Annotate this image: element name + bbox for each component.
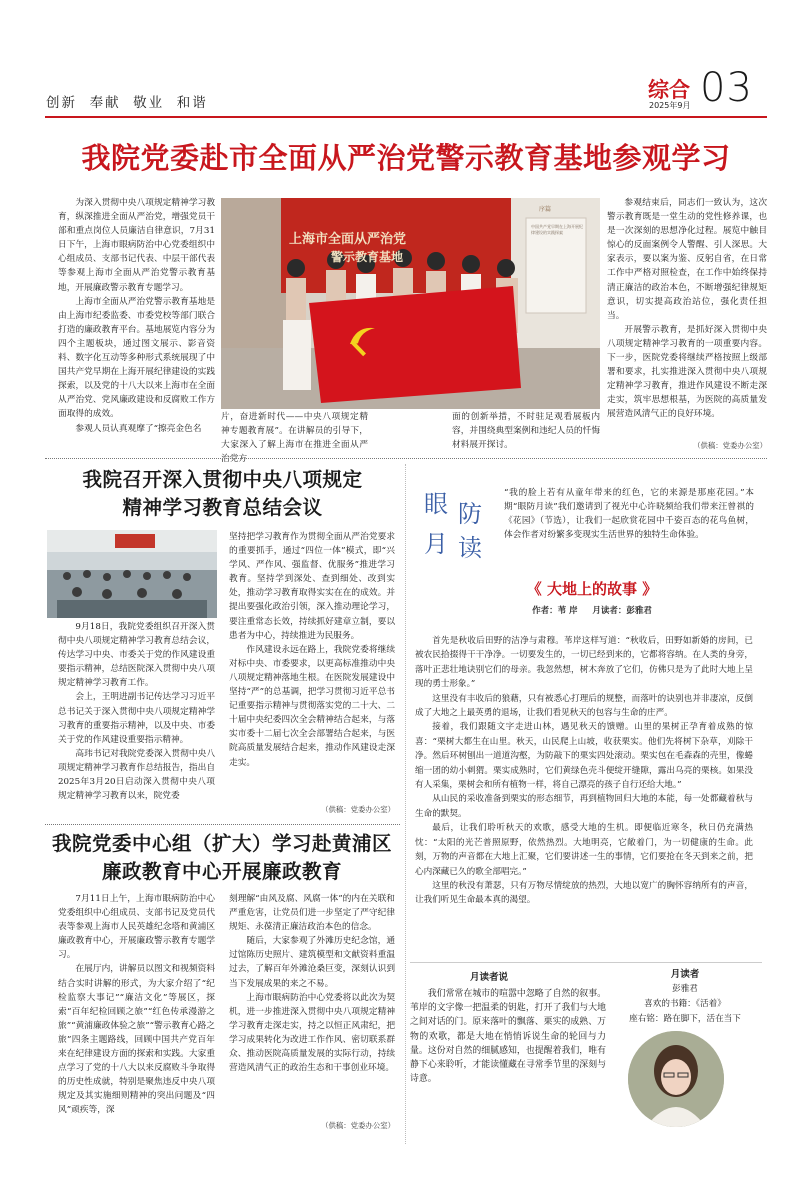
paragraph: 7月11日上午，上海市眼病防治中心党委组织中心组成员、支部书记及党员代表等参观上海市人民英雄纪念塔和黄浦区廉政教育中心，开展廉政警示教育专题学习。 [58,894,215,961]
paragraph: 最后，让我们聆听秋天的欢歌，感受大地的生机。即便临近寒冬，秋日仍充满热忱：“太阳的光芒普照原野，依然热烈。大地明亮，它敞着门，为一切健康的生命。此刻，万物的声音都在大地上汇聚，它们要讲述一生的事情，它们要抢在冬天到来之前，把心内深藏已久的歌全部唱完。” [415,823,753,877]
reader-name: 彭雅君 [672,984,698,994]
section-label: 综合 [648,78,690,102]
a2-credit: （供稿：党委办公室） [321,805,395,814]
a3-credit: （供稿：党委办公室） [321,1121,395,1130]
reading-intro [504,486,754,542]
book-byline: 作者：苇 岸 月读者：彭雅君 [532,606,652,616]
reading-logo [418,484,494,564]
a1-col4 [607,196,767,422]
paragraph: 从山民的采收准备到栗实的形态细节，再到植物回归大地的本能，每一处都藏着秋与生命的默契。 [415,794,753,819]
a2-title-line1: 我院召开深入贯彻中央八项规定 [82,468,363,491]
logo-char: 眼 [424,490,448,518]
paragraph: 参观结束后，同志们一致认为，这次警示教育既是一堂生动的党性修养课，也是一次深刻的思想净化过程。展览中触目惊心的反面案例令人警醒、引人深思。大家表示，要以案为鉴、反躬自省，在日常工作中严格对照检查，在工作中始终保持清正廉洁的政治本色，不断增强纪律规矩意识，切实提高政治站位，强化责任担当。 [607,198,767,321]
divider [45,824,400,825]
paragraph: 9月18日，我院党委组织召开深入贯彻中央八项规定精神学习教育总结会议，传达学习中央、市委关于党的作风建设重要指示精神，总结医院深入贯彻中央八项规定精神学习教育工作。 [58,622,215,689]
reading-body [415,634,753,908]
paragraph: 坚持把学习教育作为贯彻全面从严治党要求的重要抓手，通过“四位一体”模式，即“兴学风、严作风、强监督、优服务”推进学习教育。坚持学到深处、查到细处、改到实处，推动学习教育取得实实在在的成效。并提出要强化政治引领，深入推动理论学习，要注重常态长效，持续抓好建章立制，要以患者为中心，持续推进为民服务。 [229,532,395,641]
paragraph: 随后，大家参观了外滩历史纪念馆，通过馆陈历史照片、建筑模型和文献资料重温过去，了解百年外滩沧桑巨变，深刻认识到当下发展成果的来之不易。 [229,936,395,989]
paragraph: “我的脸上若有从童年带来的红色，它的来源是那座花园。”本期“眼防月读”我们邀请到了视光中心许晓频给我们带来汪曾祺的《花园》（节选），让我们一起欣赏花园中千姿百态的花鸟鱼树，体会作者对纷繁多变现实生活世界的独特生命体验。 [504,488,754,541]
reader-fav-book: 喜欢的书籍：《活着》 [644,999,726,1009]
paragraph: 会上，王明进副书记传达学习习近平总书记关于深入贯彻中央八项规定精神学习教育的重要指示精神，以及中央、市委关于党的作风建设重要指示精神。 [58,692,215,745]
logo-char: 读 [458,534,482,562]
reader-motto: 座右铭：路在脚下，活在当下 [629,1014,741,1024]
a1-col1 [58,196,215,436]
paragraph: 面的创新举措，不时驻足观看展板内容，并围绕典型案例和违纪人员的忏悔材料展开探讨。 [452,412,600,451]
a3-title-line2: 廉政教育中心开展廉政教育 [101,860,342,883]
a3-col1 [58,892,215,1118]
a2-title [45,466,400,522]
paragraph: 作风建设永远在路上，我院党委将继续对标中央、市委要求，以更高标准推动中央八项规定精神落地生根。在医院发展建设中坚持“严”的总基调，把学习贯彻习近平总书记重要指示精神与贯彻落实党的二十大、二十届中央纪委四次全会精神结合起来，与落实市委十二届七次全会部署结合起来，与医院高质量发展结合起来，推动作风建设走深走实。 [229,644,395,768]
a1-col3 [452,410,600,452]
reader-box [410,962,762,1132]
photo-scene [47,530,217,618]
avatar-portrait [628,1031,724,1127]
a3-col2 [229,892,395,1075]
reader-heading: 月读者 [670,969,700,980]
divider [45,458,767,459]
book-title: 《 大地上的故事 》 [526,580,658,598]
paragraph: 参观人员认真观摩了“擦亮金色名 [75,423,202,434]
paragraph: 这里的秋没有萧瑟，只有万物尽情绽放的热烈，大地以宽广的胸怀容纳所有的声音，让我们听见生命最本真的渴望。 [415,880,753,906]
a3-title-line1: 我院党委中心组（扩大）学习赴黄浦区 [51,832,392,855]
paragraph: 在展厅内，讲解员以图文和视频资料结合实时讲解的形式，为大家介绍了“纪检监察大事记”“廉洁文化”等展区，探索“百年纪检回顾之旅”“红色传承漫游之旅”“黄浦廉政体验之旅”“警示教育心路之旅”四条主题路线，回顾中国共产党百年来在纪律建设方面的探索和实践。大家重点学习了党的十八大以来反腐败斗争取得的历史性成就，特别是聚焦违反中央八项规定及其实施细则精神的突出问题及“四风”顽疾等，深 [58,964,215,1116]
masthead-slogan: 创新 奉献 敬业 和谐 [46,95,208,111]
page-number: 03 [700,65,753,111]
a2-meeting-photo [47,530,217,618]
paragraph: 接着，我们跟随文字走进山林，遇见秋天的馈赠。山里的果树正孕育着成熟的惊喜：“栗树大都生在山里。秋天，山民爬上山坡，收获栗实。他们先将树下杂草，刈除干净。然后环树刨出一道道沟壑，为防敲下的栗实四处滚动。栗实包在毛森森的壳里，像蜷缩一团的幼小刺猬。栗实成熟时，它们黄绿色壳斗便绽开缝隙，露出乌亮的栗核。如果没有人采集，栗树会和所有植物一样，将自己漂亮的孩子自行还给大地。” [415,722,753,791]
paragraph: 为深入贯彻中央八项规定精神学习教育，纵深推进全面从严治党，增强党员干部和重点岗位人员廉洁自律意识，7月31日下午，上海市眼病防治中心党委组织中心组成员、支部书记代表、中层干部代表等参观上海市全面从严治党警示教育基地，开展廉政警示教育专题学习。 [58,198,215,293]
photo-banner: 上海市全面从严治党 [289,232,407,247]
column-divider [405,464,406,1144]
photo-banner-2: 警示教育基地 [331,250,404,264]
logo-char: 防 [458,500,482,528]
paragraph: 开展警示教育，是抓好深入贯彻中央八项规定精神学习教育的一项重要内容。下一步，医院党委将继续严格按照上级部署和要求，扎实推进深入贯彻中央八项规定精神学习教育，推进作风建设不断走深走实，筑牢思想根基，为医院的高质量发展营造风清气正的良好环境。 [607,324,767,420]
a3-title [42,830,402,886]
paragraph: 这里没有丰收后的狼藉，只有被悉心打理后的规整，而落叶的诀别也并非凄凉，反倒成了大地之上最英勇的退场，让我们看见秋天的包容与生命的庄严。 [415,693,753,719]
logo-char: 月 [424,530,448,558]
reader-card [608,967,762,1027]
says-heading: 月读者说 [470,972,509,983]
a2-title-line2: 精神学习教育总结会议 [122,496,323,519]
a1-title: 我院党委赴市全面从严治党警示教育基地参观学习 [81,141,731,175]
paragraph: 我们常常在城市的喧嚣中忽略了自然的叙事。苇岸的文字像一把温柔的钥匙，打开了我们与大地之间对话的门。原来落叶的飘落、栗实的成熟、万物的欢歌，都是大地在悄悄诉说生命的轮回与力量。这份对自然的细腻感知，也提醒着我们，唯有静下心来聆听，才能读懂藏在寻常季节里的深刻与诗意。 [410,989,606,1085]
paragraph: 首先是秋收后田野的洁净与肃穆。苇岸这样写道：“秋收后，田野如新婚的房间，已被农民拾掇得干干净净。一切要发生的，一切已经到来的，它都将容纳。在人类的身旁，落叶正悲壮地诀别它们的母亲。我忽然想，树木奔放了它们，仿佛只是为了此时大地上呈现的勇士形象。” [415,636,753,690]
masthead-rule [45,116,767,118]
a1-group-photo [221,198,600,409]
paragraph: 上海市全面从严治党警示教育基地是由上海市纪委监委、市委党校等部门联合打造的廉政教育平台。基地展览内容分为四个主题板块，通过图文展示、影音资料、数字化互动等多种形式系统展现了中国共产党早期在上海开展纪律建设的实践探索，以及党的十八大以来上海市在全面从严治党、党风廉政建设和反腐败工作方面取得的成效。 [58,296,215,420]
paragraph: 高玮书记对我院党委深入贯彻中央八项规定精神学习教育作总结报告，指出自2025年3月20日启动深入贯彻中央八项规定精神学习教育以来，院党委 [58,748,215,802]
says-text [410,987,606,1086]
issue-date: 2025年9月 [649,101,691,110]
paragraph: 片，奋进新时代——中央八项规定精神专题教育展”。在讲解员的引导下，大家深入了解上海市在推进全面从严治党方 [221,412,368,465]
photo-board-title: 序篇 [539,206,552,213]
a2-col2 [229,530,395,770]
reader-avatar [628,1031,724,1127]
a2-col1 [58,620,215,803]
photo-board-subtitle: 中国共产党早期在上海开展纪律建设的实践探索 [531,224,583,235]
masthead [0,0,812,120]
paragraph: 刻理解“由风及腐、风腐一体”的内在关联和严重危害，让党员们进一步坚定了严守纪律规矩、永葆清正廉洁政治本色的信念。 [229,894,395,933]
paragraph: 上海市眼病防治中心党委将以此次为契机，进一步推进深入贯彻中央八项规定精神学习教育走深走实，持之以恒正风肃纪，把学习成果转化为改进工作作风、密切联系群众、推动医院高质量发展的实际行动，持续营造风清气正的政治生态和干事创业环境。 [229,992,395,1074]
a1-credit: （供稿：党委办公室） [693,441,767,450]
